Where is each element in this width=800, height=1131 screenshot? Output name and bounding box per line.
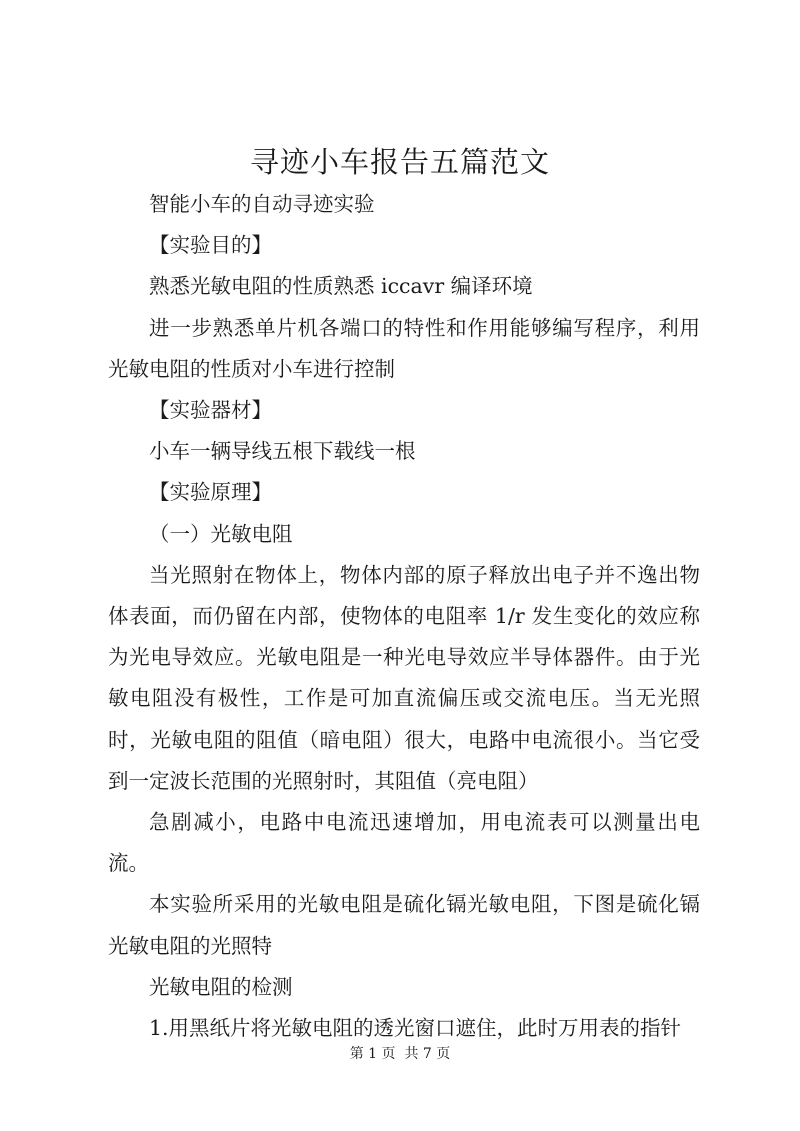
paragraph: 急剧减小，电路中电流迅速增加，用电流表可以测量出电流。 xyxy=(108,810,700,876)
section-heading: 【实验器材】 xyxy=(149,398,272,423)
section-heading: 【实验原理】 xyxy=(149,480,272,505)
page-number: 第 1 页 共 7 页 xyxy=(349,1046,451,1062)
paragraph: 光敏电阻的检测 xyxy=(149,974,293,999)
document-title: 寻迹小车报告五篇范文 xyxy=(249,145,550,179)
paragraph: 本实验所采用的光敏电阻是硫化镉光敏电阻，下图是硫化镉光敏电阻的光照特 xyxy=(108,892,700,958)
paragraph: 智能小车的自动寻迹实验 xyxy=(149,192,375,216)
paragraph: 熟悉光敏电阻的性质熟悉 iccavr 编译环境 xyxy=(149,274,533,299)
paragraph: 1.用黑纸片将光敏电阻的透光窗口遮住，此时万用表的指针 xyxy=(149,1016,682,1041)
paragraph: 当光照射在物体上，物体内部的原子释放出电子并不逸出物体表面，而仍留在内部，使物体的电阻率 1/r 发生变化的效应称为光电导效应。光敏电阻是一种光电导效应半导体器件。由于光敏电阻没有极性，工作是可加直流偏压或交流电压。当无光照时，光敏电阻的阻值（暗电阻）很大，电路中电流很小。当它受到一定波长范围的光照射时，其阻值（亮电阻） xyxy=(108,562,700,793)
section-heading: 【实验目的】 xyxy=(149,233,272,258)
document-body xyxy=(108,184,700,1049)
subsection-heading: （一）光敏电阻 xyxy=(149,521,293,546)
page-footer xyxy=(0,1044,800,1064)
paragraph: 小车一辆导线五根下载线一根 xyxy=(149,439,416,464)
paragraph: 进一步熟悉单片机各端口的特性和作用能够编写程序，利用光敏电阻的性质对小车进行控制 xyxy=(108,315,700,381)
